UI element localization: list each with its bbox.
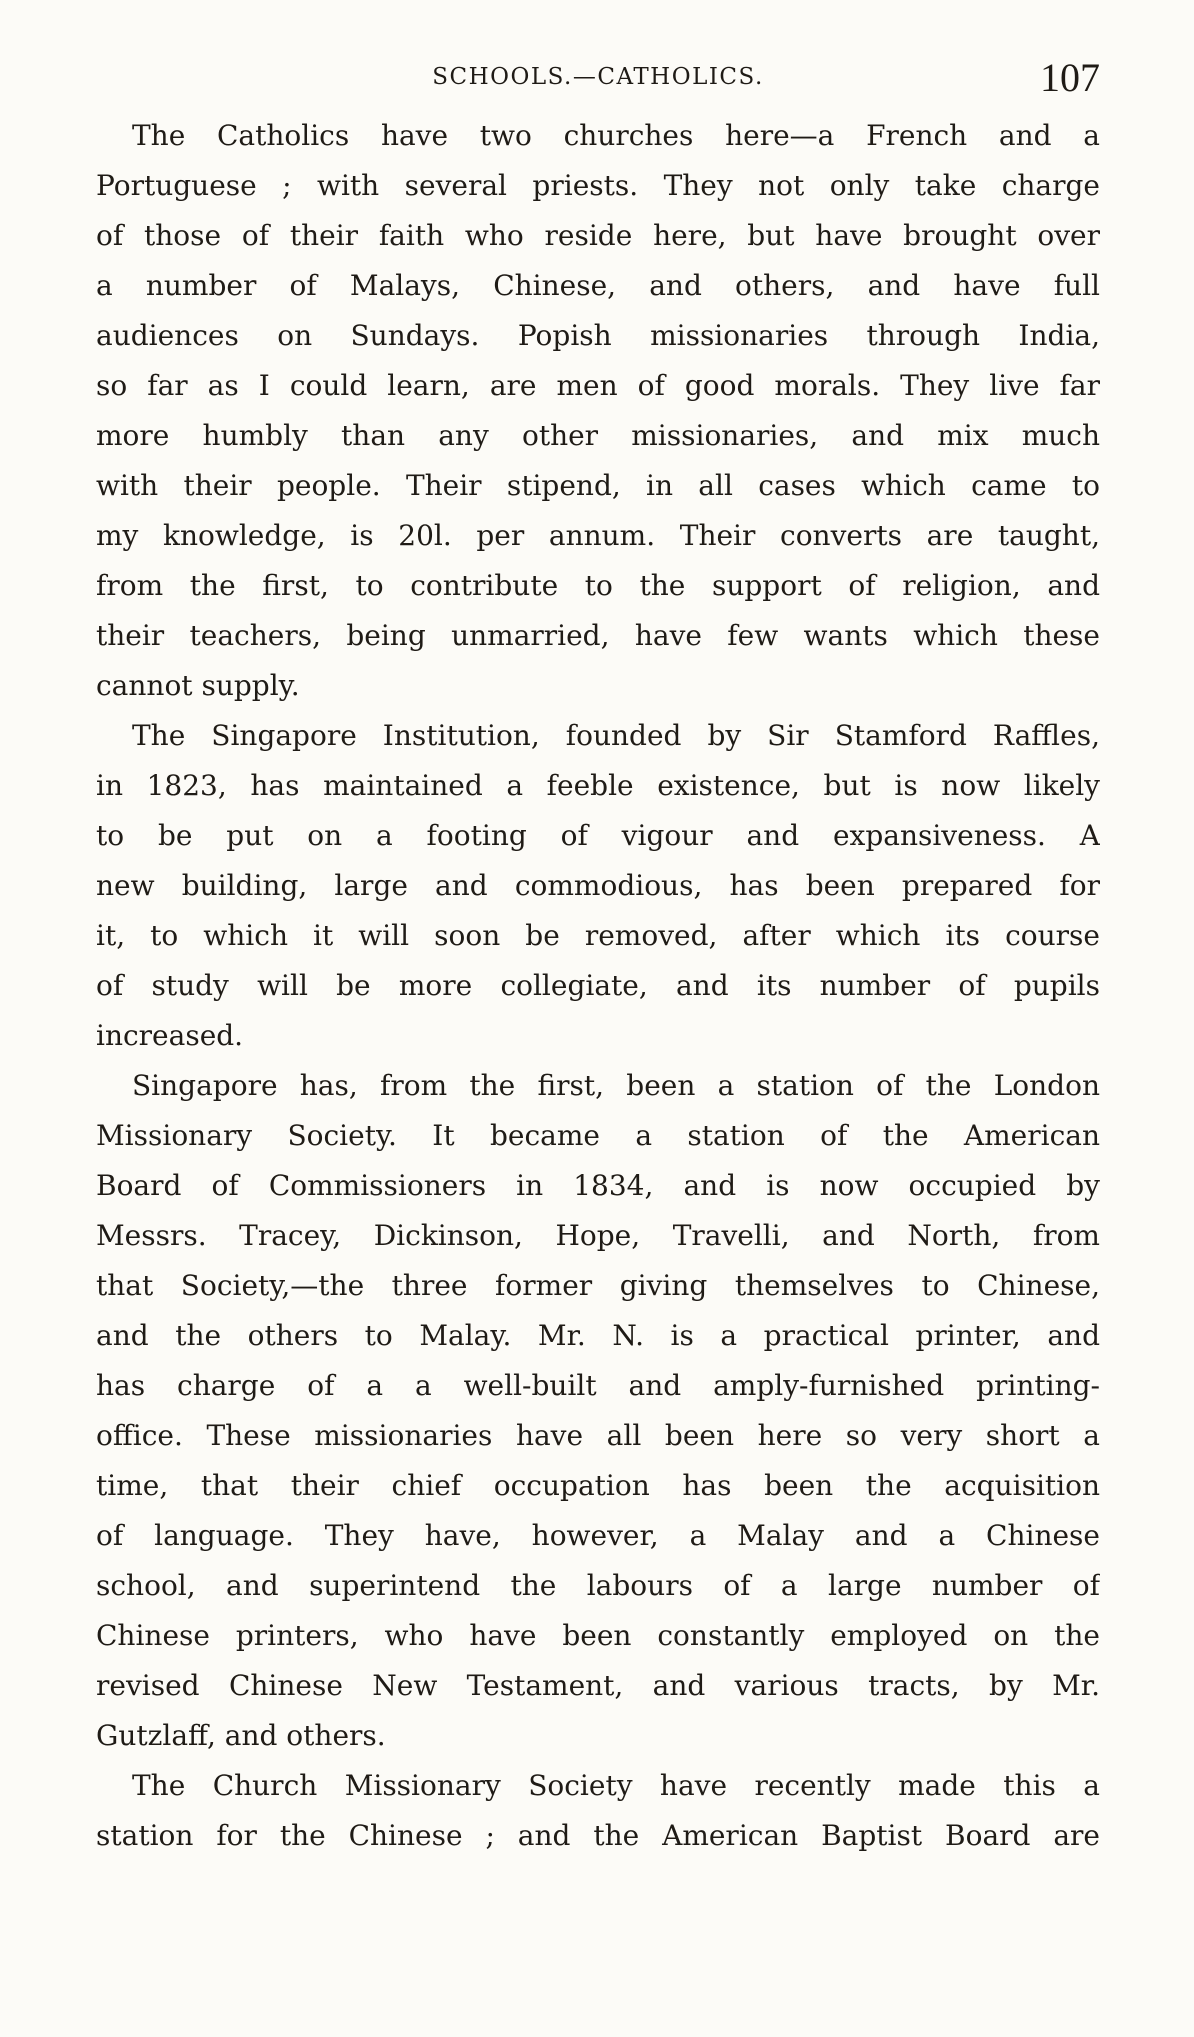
- text-line: and the others to Malay. Mr. N. is a practical printer, and: [96, 1319, 1100, 1352]
- text-line: their teachers, being unmarried, have few wants which these: [96, 619, 1100, 652]
- text-line: revised Chinese New Testament, and various tracts, by Mr.: [96, 1669, 1100, 1702]
- text-line: station for the Chinese ; and the American Baptist Board are: [96, 1819, 1100, 1852]
- paragraph-london-missionary: [96, 1061, 1100, 1761]
- text-line: in 1823, has maintained a feeble existence, but is now likely: [96, 769, 1100, 802]
- paragraph-catholics: [96, 111, 1100, 711]
- text-line: school, and superintend the labours of a large number of: [96, 1569, 1100, 1602]
- body-text: [96, 111, 1100, 1861]
- text-line: Portuguese ; with several priests. They not only take charge: [96, 169, 1100, 202]
- text-line: has charge of a a well-built and amply-furnished printing-: [96, 1369, 1100, 1402]
- text-line: more humbly than any other missionaries, and mix much: [96, 419, 1100, 452]
- text-line: that Society,—the three former giving themselves to Chinese,: [96, 1269, 1100, 1302]
- text-line: Missionary Society. It became a station of the American: [96, 1119, 1100, 1152]
- running-title: SCHOOLS.—CATHOLICS.: [432, 64, 764, 90]
- text-line: The Catholics have two churches here—a French and a: [132, 119, 1100, 152]
- text-line: increased.: [96, 1019, 244, 1052]
- text-line: with their people. Their stipend, in all cases which came to: [96, 469, 1100, 502]
- paragraph-singapore-institution: [96, 711, 1100, 1061]
- running-head: [96, 54, 1100, 104]
- paragraph-church-missionary: [96, 1761, 1100, 1861]
- text-line: a number of Malays, Chinese, and others, and have full: [96, 269, 1100, 302]
- text-line: Singapore has, from the first, been a station of the London: [132, 1069, 1100, 1102]
- page-number: 107: [1040, 55, 1100, 100]
- text-line: cannot supply.: [96, 669, 300, 702]
- text-line: Board of Commissioners in 1834, and is now occupied by: [96, 1169, 1100, 1202]
- text-line: my knowledge, is 20l. per annum. Their converts are taught,: [96, 519, 1100, 552]
- text-line: of study will be more collegiate, and its number of pupils: [96, 969, 1100, 1002]
- text-line: of those of their faith who reside here, but have brought over: [96, 219, 1100, 252]
- text-line: audiences on Sundays. Popish missionaries through India,: [96, 319, 1100, 352]
- text-line: new building, large and commodious, has been prepared for: [96, 869, 1100, 902]
- text-line: from the first, to contribute to the support of religion, and: [96, 569, 1100, 602]
- text-line: Messrs. Tracey, Dickinson, Hope, Travelli, and North, from: [96, 1219, 1100, 1252]
- text-line: it, to which it will soon be removed, after which its course: [96, 919, 1100, 952]
- text-line: The Singapore Institution, founded by Sir Stamford Raffles,: [132, 719, 1100, 752]
- text-line: so far as I could learn, are men of good morals. They live far: [96, 369, 1100, 402]
- text-line: Chinese printers, who have been constantly employed on the: [96, 1619, 1100, 1652]
- text-line: office. These missionaries have all been here so very short a: [96, 1419, 1100, 1452]
- text-line: time, that their chief occupation has been the acquisition: [96, 1469, 1100, 1502]
- text-line: of language. They have, however, a Malay and a Chinese: [96, 1519, 1100, 1552]
- text-line: The Church Missionary Society have recently made this a: [132, 1769, 1100, 1802]
- text-line: Gutzlaff, and others.: [96, 1719, 386, 1752]
- text-line: to be put on a footing of vigour and expansiveness. A: [96, 819, 1100, 852]
